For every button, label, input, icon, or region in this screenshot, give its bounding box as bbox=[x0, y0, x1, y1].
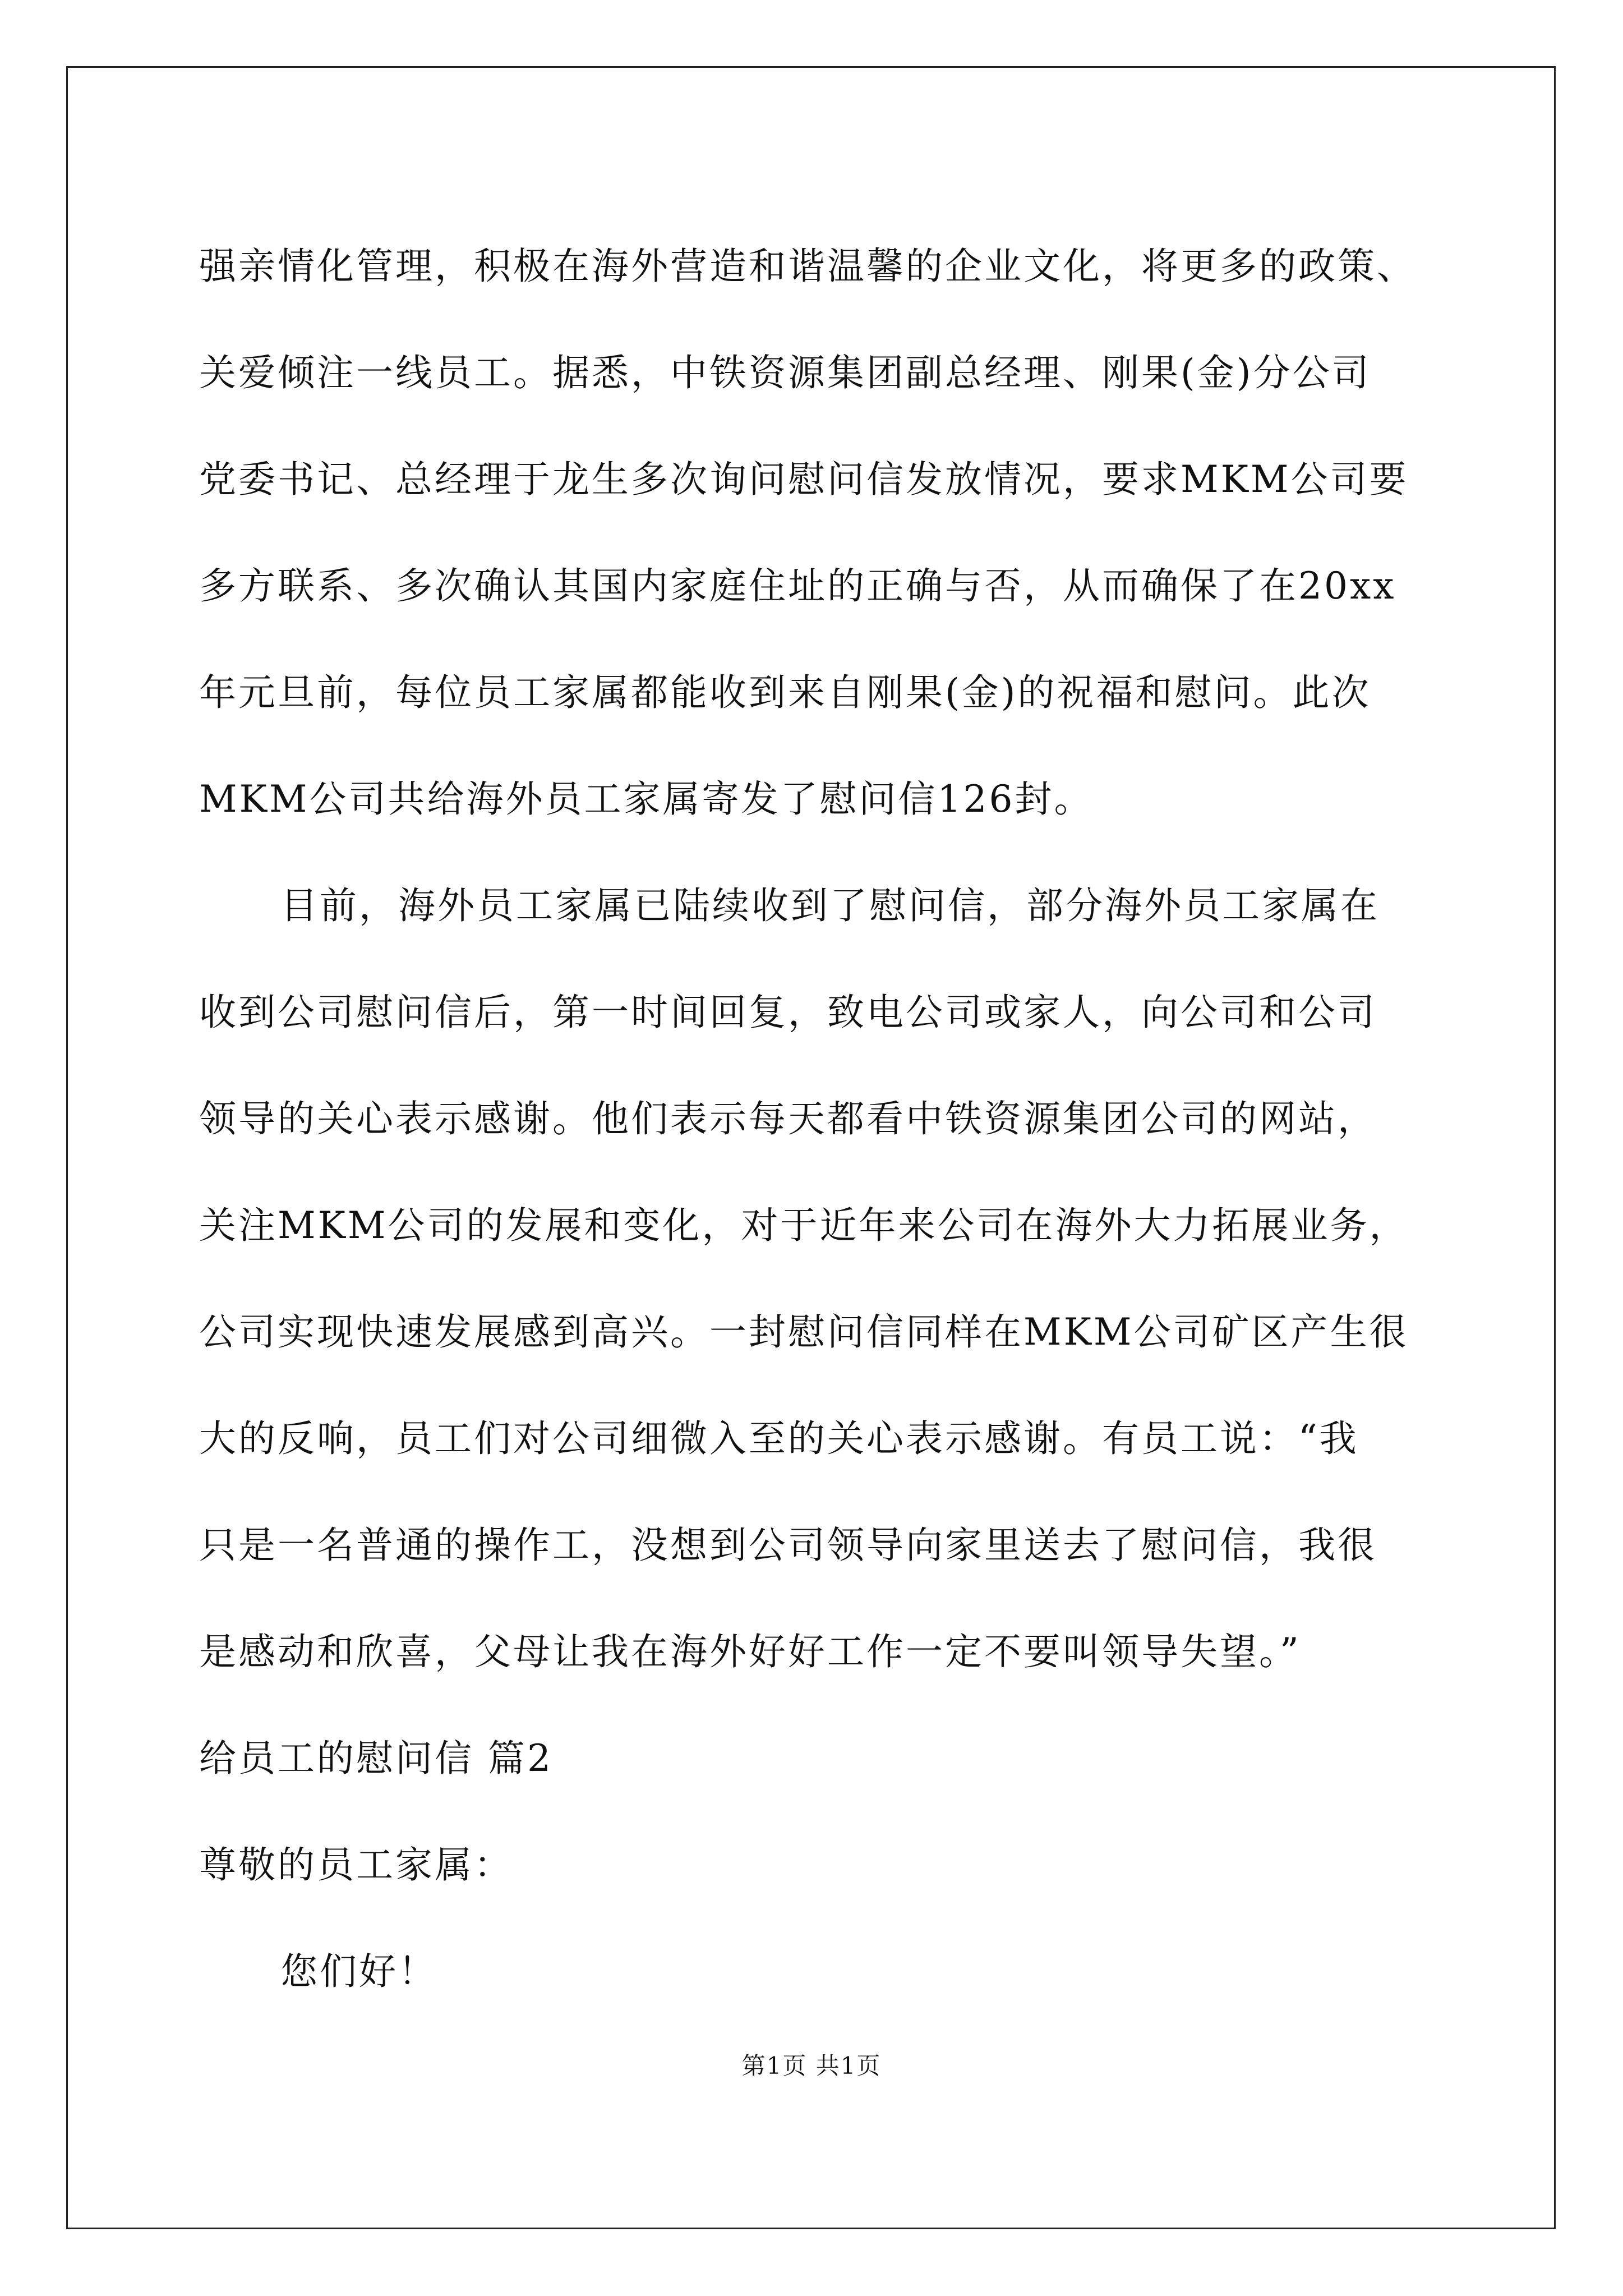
body-line: 只是一名普通的操作工，没想到公司领导向家里送去了慰问信，我很 bbox=[199, 1524, 1377, 1567]
greeting: 您们好！ bbox=[280, 1950, 437, 1993]
body-line: 关注MKM公司的发展和变化，对于近年来公司在海外大力拓展业务， bbox=[199, 1204, 1409, 1247]
page-footer: 第1页 共1页 bbox=[741, 2052, 882, 2079]
body-line: 领导的关心表示感谢。他们表示每天都看中铁资源集团公司的网站， bbox=[199, 1097, 1377, 1140]
body-line: 是感动和欣喜，父母让我在海外好好工作一定不要叫领导失望。” bbox=[199, 1630, 1301, 1673]
salutation: 尊敬的员工家属： bbox=[199, 1843, 513, 1887]
body-line: 多方联系、多次确认其国内家庭住址的正确与否，从而确保了在20xx bbox=[199, 564, 1396, 608]
body-line: 收到公司慰问信后，第一时间回复，致电公司或家人，向公司和公司 bbox=[199, 991, 1377, 1034]
body-line: 党委书记、总经理于龙生多次询问慰问信发放情况，要求MKM公司要 bbox=[199, 458, 1409, 501]
body-line: 大的反响，员工们对公司细微入至的关心表示感谢。有员工说：“我 bbox=[199, 1417, 1359, 1460]
body-line: 年元旦前，每位员工家属都能收到来自刚果(金)的祝福和慰问。此次 bbox=[199, 671, 1371, 714]
paragraph-start-line: 目前，海外员工家属已陆续收到了慰问信，部分海外员工家属在 bbox=[280, 884, 1380, 927]
body-line: 强亲情化管理，积极在海外营造和谐温馨的企业文化，将更多的政策、 bbox=[199, 245, 1416, 288]
section-heading: 给员工的慰问信 篇2 bbox=[199, 1737, 553, 1780]
document-body bbox=[199, 213, 1450, 2025]
body-line: MKM公司共给海外员工家属寄发了慰问信126封。 bbox=[199, 777, 1094, 821]
body-line: 关爱倾注一线员工。据悉，中铁资源集团副总经理、刚果(金)分公司 bbox=[199, 351, 1371, 394]
body-line: 公司实现快速发展感到高兴。一封慰问信同样在MKM公司矿区产生很 bbox=[199, 1310, 1409, 1354]
